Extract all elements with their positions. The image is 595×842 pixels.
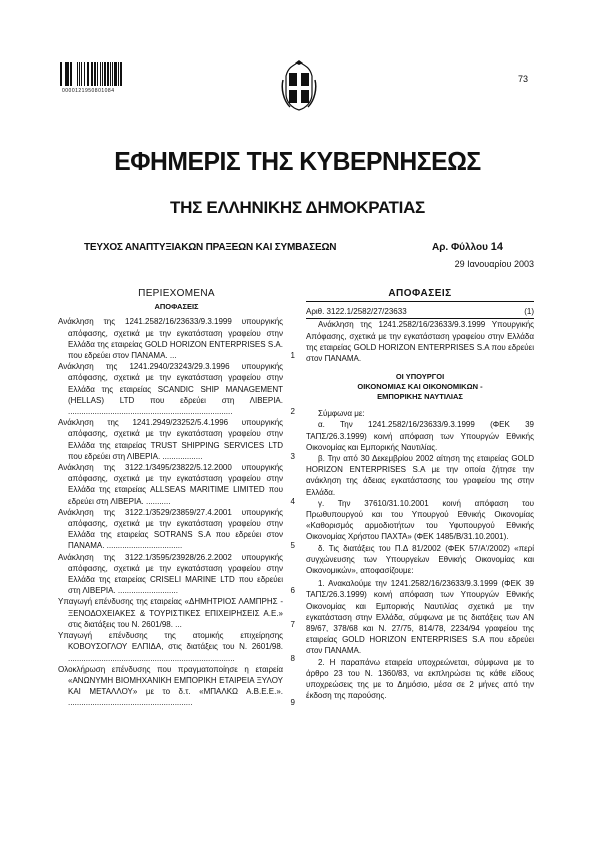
decision-index: (1): [524, 307, 534, 317]
contents-item-page: 8: [290, 653, 295, 663]
contents-heading: ΠΕΡΙΕΧΟΜΕΝΑ: [138, 288, 215, 299]
coat-of-arms-icon: [280, 60, 318, 112]
decisions-column: [306, 288, 534, 702]
decision-paragraph: β. Την από 30 Δεκεμβρίου 2002 αίτηση της εταιρείας GOLD HORIZON ENTERPRISES S.A με την οποία ζήτησε την ανάκληση της άδειας εγκατάστασης του γραφείου της στην Ελλάδα.: [306, 454, 534, 497]
contents-item-page: 6: [290, 586, 295, 596]
decision-paragraph: γ. Την 37610/31.10.2001 κοινή απόφαση του Πρωθυπουργού και του Υπουργού Εθνικής Οικονομίας «Καθορισμός αρμοδιοτήτων του Υφυπουργού Εθνικής Οικονομίας Χρήστου ΠΑΧΤΑ» (ΦΕΚ 1485/Β/31.10.2001).: [306, 498, 534, 542]
ministers-heading: ΟΙ ΥΠΟΥΡΓΟΙ ΟΙΚΟΝΟΜΙΑΣ ΚΑΙ ΟΙΚΟΝΟΜΙΚΩΝ - ΕΜΠΟΡΙΚΗΣ ΝΑΥΤΙΛΙΑΣ: [357, 372, 483, 402]
decision-paragraph: Σύμφωνα με:: [318, 409, 365, 419]
contents-item-page: 9: [290, 698, 295, 708]
contents-item-page: 2: [290, 407, 295, 417]
contents-item: Ανάκληση της 1241.2949/23252/5.4.1996 υπουργικής απόφασης, σχετικά με την εγκατάσταση γραφείου στην Ελλάδα της εταιρείας TRUST SHIPPING SERVICES LTD που εδρεύει στη ΛΙΒΕΡΙΑ. .................. 3: [58, 418, 295, 461]
contents-list: [58, 316, 295, 708]
contents-item: Υπαγωγή επένδυσης της ατομικής επιχείρησης ΚΟΒΟΥΣΟΓΛΟΥ ΕΛΠΙΔΑ, στις διατάξεις του Ν. 2601/98. ........................................................................... 8: [58, 631, 295, 663]
contents-item-page: 5: [290, 541, 295, 551]
contents-item-page: 7: [290, 619, 295, 629]
issue-date: 29 Ιανουαρίου 2003: [454, 259, 534, 269]
contents-column: [58, 288, 295, 709]
contents-item-page: 4: [290, 496, 295, 506]
contents-item-page: 3: [290, 451, 295, 461]
contents-item: Ανάκληση της 1241.2940/23243/29.3.1996 υπουργικής απόφασης, σχετικά με την εγκατάσταση γραφείου στην Ελλάδα της εταιρείας SCANDIC SHIP MANAGEMENT (HELLAS) LTD που εδρεύει στη ΛΙΒΕΡΙΑ. .......................................................................... 2: [58, 362, 295, 417]
contents-item: Υπαγωγή επένδυσης της εταιρείας «ΔΗΜΗΤΡΙΟΣ ΛΑΜΠΡΗΣ - ΞΕΝΟΔΟΧΕΙΑΚΕΣ & ΤΟΥΡΙΣΤΙΚΕΣ ΕΠΙΧΕΙΡΗΣΕΙΣ Α.Ε.» στις διατάξεις του Ν. 2601/98. ... 7: [58, 597, 295, 629]
contents-item-page: 1: [290, 351, 295, 361]
gazette-subtitle: ΤΗΣ ΕΛΛΗΝΙΚΗΣ ΔΗΜΟΚΡΑΤΙΑΣ: [170, 198, 425, 217]
decision-paragraph: α. Την 1241.2582/16/23633/9.3.1999 (ΦΕΚ 39 ΤΑΠΣ/26.3.1999) κοινή απόφαση των Υπουργών Εθνικής Οικονομίας και Εμπορικής Ναυτιλίας.: [306, 420, 534, 452]
gazette-title: ΕΦΗΜΕΡΙΣ ΤΗΣ ΚΥΒΕΡΝΗΣΕΩΣ: [114, 146, 481, 176]
page-number: 73: [518, 74, 529, 84]
sheet-number: Αρ. Φύλλου 14: [432, 241, 503, 253]
barcode-number: 0000121950801084: [62, 88, 115, 94]
decision-body: [306, 408, 534, 701]
contents-item: Ανάκληση της 3122.1/3595/23928/26.2.2002 υπουργικής απόφασης, σχετικά με την εγκατάσταση γραφείου στην Ελλάδα της εταιρείας CRISELI MARINE LTD που εδρεύει στη ΛΙΒΕΡΙΑ. ........................... 6: [58, 552, 295, 596]
decision-paragraph: 1. Ανακαλούμε την 1241.2582/16/23633/9.3.1999 (ΦΕΚ 39 ΤΑΠΣ/26.3.1999) κοινή απόφαση των Υπουργών Εθνικής Οικονομίας και Εμπορικής Ναυτιλίας σχετικά με την εγκατάσταση στην Ελλάδα, σύμφωνα με τις διατάξεις των ΑΝ 89/67, 378/68 και Ν. 27/75, 814/78, 2234/94 γραφείου της εταιρείας GOLD HORIZON ENTERPRISES S.A που εδρεύει στον ΠΑΝΑΜΑ.: [306, 579, 534, 656]
barcode: [60, 62, 155, 86]
contents-subheading: ΑΠΟΦΑΣΕΙΣ: [154, 302, 199, 312]
decision-paragraph: 2. Η παραπάνω εταιρεία υποχρεώνεται, σύμφωνα με το άρθρο 23 του Ν. 1360/83, να εκπληρώσει τις κάθε είδους υποχρεώσεις της με το Δημόσιο, μέσα σε 2 μήνες από την έκδοση της παρούσης.: [306, 657, 534, 701]
decision-summary: Ανάκληση της 1241.2582/16/23633/9.3.1999 Υπουργικής Απόφασης, σχετικά με την εγκατάσταση γραφείου στην Ελλάδα της εταιρείας GOLD HORIZON ENTERPRISES S.A που εδρεύει στον ΠΑΝΑΜΑ.: [306, 320, 534, 364]
decision-paragraph: δ. Τις διατάξεις του Π.Δ 81/2002 (ΦΕΚ 57/Α'/2002) «περί συγχώνευσης των Υπουργείων Εθνικής Οικονομίας και Οικονομικών», αποφασίζουμε:: [306, 543, 534, 576]
decision-number-line: [306, 306, 534, 319]
decision-number: Αριθ. 3122.1/2582/27/23633: [306, 307, 407, 317]
contents-item: Ανάκληση της 3122.1/3529/23859/27.4.2001 υπουργικής απόφασης, σχετικά με την εγκατάσταση γραφείου στην Ελλάδα της εταιρείας SOTRANS S.A που εδρεύει στον ΠΑΝΑΜΑ. .................................. 5: [58, 507, 295, 551]
contents-item: Ολοκλήρωση επένδυσης που πραγματοποίησε η εταιρεία «ΑΝΩΝΥΜΗ ΒΙΟΜΗΧΑΝΙΚΗ ΕΜΠΟΡΙΚΗ ΕΤΑΙΡΕΙΑ ΞΥΛΟΥ ΚΑΙ ΜΕΤΑΛΛΟΥ» με το δ.τ. «ΜΠΑΛΚΩ Α.Β.Ε.Ε.». ........................................................ 9: [58, 664, 295, 708]
contents-item: Ανάκληση της 3122.1/3495/23822/5.12.2000 υπουργικής απόφασης, σχετικά με την εγκατάσταση γραφείου στην Ελλάδα της εταιρείας ALLSEAS MARITIME LIMITED που εδρεύει στη ΛΙΒΕΡΙΑ. ........... 4: [58, 463, 295, 506]
contents-item: Ανάκληση της 1241.2582/16/23633/9.3.1999 υπουργικής απόφασης, σχετικά με την εγκατάσταση γραφείου στην Ελλάδα της εταιρείας GOLD HORIZON ENTERPRISES S.A. που εδρεύει στον ΠΑΝΑΜΑ. ... 1: [58, 317, 295, 361]
issue-series: ΤΕΥΧΟΣ ΑΝΑΠΤΥΞΙΑΚΩΝ ΠΡΑΞΕΩΝ ΚΑΙ ΣΥΜΒΑΣΕΩΝ: [84, 242, 337, 253]
decisions-heading: ΑΠΟΦΑΣΕΙΣ: [306, 288, 534, 302]
